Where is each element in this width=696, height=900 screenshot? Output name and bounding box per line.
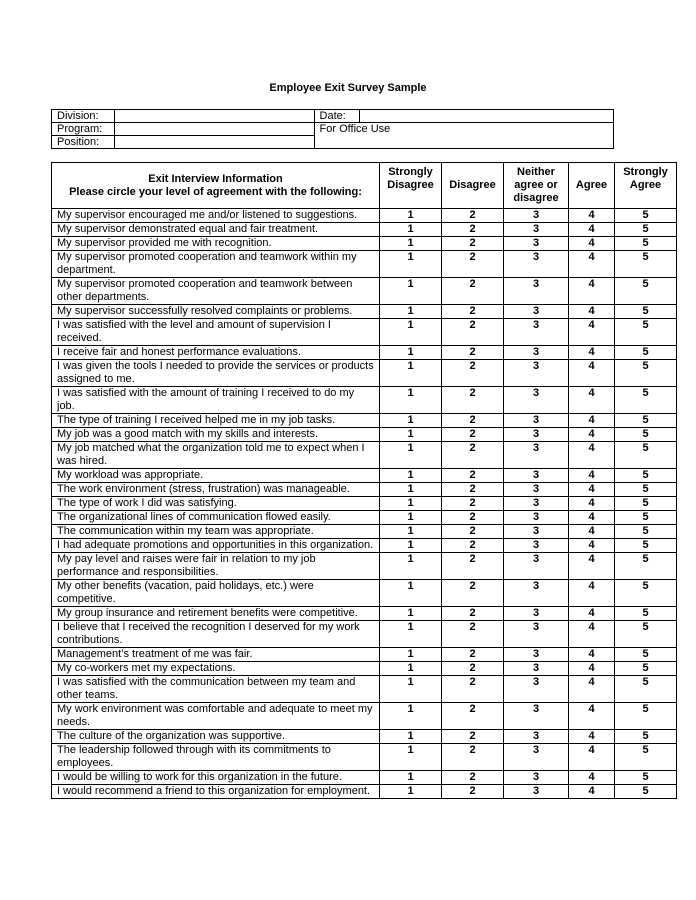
- rating-option-5[interactable]: 5: [615, 648, 677, 662]
- rating-option-1[interactable]: 1: [380, 539, 442, 553]
- question-text: My supervisor encouraged me and/or listened to suggestions.: [52, 209, 380, 223]
- table-row: [52, 525, 677, 539]
- col-strongly-agree: Strongly Agree: [615, 163, 677, 209]
- table-row: [52, 346, 677, 360]
- rating-option-3[interactable]: 3: [504, 785, 569, 799]
- rating-option-5[interactable]: 5: [615, 662, 677, 676]
- rating-option-1[interactable]: 1: [380, 744, 442, 771]
- rating-option-4[interactable]: 4: [569, 662, 615, 676]
- rating-option-4[interactable]: 4: [569, 469, 615, 483]
- rating-option-5[interactable]: 5: [615, 414, 677, 428]
- rating-option-5[interactable]: 5: [615, 730, 677, 744]
- question-text: My supervisor successfully resolved complaints or problems.: [52, 305, 380, 319]
- rating-option-5[interactable]: 5: [615, 223, 677, 237]
- rating-option-3[interactable]: 3: [504, 414, 569, 428]
- position-field[interactable]: [114, 136, 314, 149]
- question-text: The culture of the organization was supportive.: [52, 730, 380, 744]
- rating-option-2[interactable]: 2: [442, 580, 504, 607]
- rating-option-1[interactable]: 1: [380, 771, 442, 785]
- rating-option-4[interactable]: 4: [569, 676, 615, 703]
- rating-option-3[interactable]: 3: [504, 662, 569, 676]
- rating-option-5[interactable]: 5: [615, 387, 677, 414]
- question-text: My workload was appropriate.: [52, 469, 380, 483]
- question-text: I would recommend a friend to this organization for employment.: [52, 785, 380, 799]
- rating-option-4[interactable]: 4: [569, 305, 615, 319]
- rating-option-4[interactable]: 4: [569, 785, 615, 799]
- rating-option-2[interactable]: 2: [442, 648, 504, 662]
- question-text: My other benefits (vacation, paid holidays, etc.) were competitive.: [52, 580, 380, 607]
- table-row: [52, 414, 677, 428]
- table-row: [52, 360, 677, 387]
- table-row: [52, 648, 677, 662]
- rating-option-1[interactable]: 1: [380, 662, 442, 676]
- rating-option-4[interactable]: 4: [569, 497, 615, 511]
- rating-option-4[interactable]: 4: [569, 209, 615, 223]
- division-label: Division:: [52, 110, 115, 123]
- table-row: [52, 483, 677, 497]
- rating-option-2[interactable]: 2: [442, 414, 504, 428]
- table-row: [52, 428, 677, 442]
- rating-option-4[interactable]: 4: [569, 346, 615, 360]
- rating-option-1[interactable]: 1: [380, 580, 442, 607]
- rating-option-1[interactable]: 1: [380, 442, 442, 469]
- question-text: My job was a good match with my skills and interests.: [52, 428, 380, 442]
- rating-option-3[interactable]: 3: [504, 319, 569, 346]
- rating-option-5[interactable]: 5: [615, 553, 677, 580]
- rating-option-3[interactable]: 3: [504, 553, 569, 580]
- question-text: I was satisfied with the amount of training I received to do my job.: [52, 387, 380, 414]
- rating-option-2[interactable]: 2: [442, 730, 504, 744]
- rating-option-5[interactable]: 5: [615, 771, 677, 785]
- rating-option-4[interactable]: 4: [569, 539, 615, 553]
- rating-option-5[interactable]: 5: [615, 525, 677, 539]
- rating-option-2[interactable]: 2: [442, 785, 504, 799]
- rating-option-4[interactable]: 4: [569, 511, 615, 525]
- col-agree: Agree: [569, 163, 615, 209]
- rating-option-4[interactable]: 4: [569, 387, 615, 414]
- table-row: [52, 387, 677, 414]
- col-disagree: Disagree: [442, 163, 504, 209]
- rating-option-1[interactable]: 1: [380, 525, 442, 539]
- rating-option-3[interactable]: 3: [504, 771, 569, 785]
- rating-option-5[interactable]: 5: [615, 539, 677, 553]
- rating-option-1[interactable]: 1: [380, 360, 442, 387]
- rating-option-4[interactable]: 4: [569, 360, 615, 387]
- rating-option-1[interactable]: 1: [380, 209, 442, 223]
- question-text: My supervisor provided me with recognition.: [52, 237, 380, 251]
- rating-option-2[interactable]: 2: [442, 539, 504, 553]
- program-field[interactable]: [114, 123, 314, 136]
- rating-option-2[interactable]: 2: [442, 469, 504, 483]
- question-text: I was satisfied with the communication between my team and other teams.: [52, 676, 380, 703]
- page-title: Employee Exit Survey Sample: [269, 82, 427, 94]
- table-row: [52, 662, 677, 676]
- col-neither: Neither agree or disagree: [504, 163, 569, 209]
- question-text: My work environment was comfortable and adequate to meet my needs.: [52, 703, 380, 730]
- rating-option-1[interactable]: 1: [380, 730, 442, 744]
- question-text: The leadership followed through with its commitments to employees.: [52, 744, 380, 771]
- rating-option-2[interactable]: 2: [442, 703, 504, 730]
- rating-option-1[interactable]: 1: [380, 387, 442, 414]
- col-strongly-disagree: Strongly Disagree: [380, 163, 442, 209]
- question-text: I was satisfied with the level and amount of supervision I received.: [52, 319, 380, 346]
- rating-option-3[interactable]: 3: [504, 497, 569, 511]
- rating-option-4[interactable]: 4: [569, 621, 615, 648]
- rating-option-4[interactable]: 4: [569, 442, 615, 469]
- rating-option-2[interactable]: 2: [442, 662, 504, 676]
- rating-option-1[interactable]: 1: [380, 251, 442, 278]
- rating-option-3[interactable]: 3: [504, 469, 569, 483]
- table-row: [52, 223, 677, 237]
- question-text: The type of work I did was satisfying.: [52, 497, 380, 511]
- rating-option-4[interactable]: 4: [569, 648, 615, 662]
- rating-option-5[interactable]: 5: [615, 278, 677, 305]
- rating-option-2[interactable]: 2: [442, 483, 504, 497]
- question-text: I believe that I received the recognition I deserved for my work contributions.: [52, 621, 380, 648]
- rating-option-1[interactable]: 1: [380, 703, 442, 730]
- rating-option-4[interactable]: 4: [569, 483, 615, 497]
- date-label: Date:: [314, 110, 359, 123]
- table-row: [52, 497, 677, 511]
- question-text: My pay level and raises were fair in relation to my job performance and responsibilities.: [52, 553, 380, 580]
- rating-option-5[interactable]: 5: [615, 469, 677, 483]
- rating-option-1[interactable]: 1: [380, 223, 442, 237]
- rating-option-2[interactable]: 2: [442, 387, 504, 414]
- program-label: Program:: [52, 123, 115, 136]
- table-row: [52, 469, 677, 483]
- rating-option-4[interactable]: 4: [569, 607, 615, 621]
- rating-option-5[interactable]: 5: [615, 360, 677, 387]
- rating-option-4[interactable]: 4: [569, 580, 615, 607]
- rating-option-2[interactable]: 2: [442, 278, 504, 305]
- table-row: [52, 553, 677, 580]
- rating-option-5[interactable]: 5: [615, 511, 677, 525]
- division-field[interactable]: [114, 110, 314, 123]
- question-text: I had adequate promotions and opportunities in this organization.: [52, 539, 380, 553]
- table-row: [52, 442, 677, 469]
- rating-option-5[interactable]: 5: [615, 785, 677, 799]
- table-row: [52, 278, 677, 305]
- question-text: The type of training I received helped me in my job tasks.: [52, 414, 380, 428]
- rating-option-3[interactable]: 3: [504, 442, 569, 469]
- table-row: [52, 580, 677, 607]
- rating-option-2[interactable]: 2: [442, 621, 504, 648]
- rating-option-3[interactable]: 3: [504, 305, 569, 319]
- table-row: [52, 251, 677, 278]
- rating-option-2[interactable]: 2: [442, 209, 504, 223]
- rating-option-3[interactable]: 3: [504, 621, 569, 648]
- rating-option-3[interactable]: 3: [504, 428, 569, 442]
- rating-option-3[interactable]: 3: [504, 387, 569, 414]
- rating-option-2[interactable]: 2: [442, 511, 504, 525]
- table-row: [52, 703, 677, 730]
- rating-option-2[interactable]: 2: [442, 251, 504, 278]
- rating-option-1[interactable]: 1: [380, 237, 442, 251]
- rating-option-1[interactable]: 1: [380, 305, 442, 319]
- rating-option-3[interactable]: 3: [504, 676, 569, 703]
- rating-option-1[interactable]: 1: [380, 497, 442, 511]
- rating-option-4[interactable]: 4: [569, 414, 615, 428]
- table-row: [52, 511, 677, 525]
- rating-option-2[interactable]: 2: [442, 237, 504, 251]
- rating-option-1[interactable]: 1: [380, 621, 442, 648]
- rating-option-2[interactable]: 2: [442, 319, 504, 346]
- info-header-line2: Please circle your level of agreement with the following:: [69, 185, 362, 198]
- rating-option-5[interactable]: 5: [615, 744, 677, 771]
- rating-option-4[interactable]: 4: [569, 771, 615, 785]
- rating-option-1[interactable]: 1: [380, 346, 442, 360]
- rating-option-1[interactable]: 1: [380, 428, 442, 442]
- rating-option-3[interactable]: 3: [504, 278, 569, 305]
- rating-option-3[interactable]: 3: [504, 730, 569, 744]
- rating-option-3[interactable]: 3: [504, 251, 569, 278]
- rating-option-3[interactable]: 3: [504, 744, 569, 771]
- rating-option-5[interactable]: 5: [615, 319, 677, 346]
- question-text: My supervisor demonstrated equal and fair treatment.: [52, 223, 380, 237]
- table-row: [52, 209, 677, 223]
- table-row: [52, 607, 677, 621]
- question-text: I would be willing to work for this organization in the future.: [52, 771, 380, 785]
- rating-option-2[interactable]: 2: [442, 305, 504, 319]
- rating-option-2[interactable]: 2: [442, 676, 504, 703]
- rating-option-5[interactable]: 5: [615, 580, 677, 607]
- table-row: [52, 305, 677, 319]
- rating-option-5[interactable]: 5: [615, 305, 677, 319]
- table-row: [52, 237, 677, 251]
- rating-option-4[interactable]: 4: [569, 223, 615, 237]
- rating-option-3[interactable]: 3: [504, 237, 569, 251]
- question-text: My co-workers met my expectations.: [52, 662, 380, 676]
- rating-option-4[interactable]: 4: [569, 525, 615, 539]
- rating-option-3[interactable]: 3: [504, 209, 569, 223]
- rating-option-3[interactable]: 3: [504, 511, 569, 525]
- rating-option-2[interactable]: 2: [442, 346, 504, 360]
- rating-option-1[interactable]: 1: [380, 414, 442, 428]
- table-row: [52, 771, 677, 785]
- rating-option-1[interactable]: 1: [380, 483, 442, 497]
- question-text: My supervisor promoted cooperation and teamwork within my department.: [52, 251, 380, 278]
- rating-option-3[interactable]: 3: [504, 703, 569, 730]
- rating-option-5[interactable]: 5: [615, 237, 677, 251]
- rating-option-2[interactable]: 2: [442, 553, 504, 580]
- rating-option-1[interactable]: 1: [380, 676, 442, 703]
- rating-option-5[interactable]: 5: [615, 483, 677, 497]
- question-text: The work environment (stress, frustration) was manageable.: [52, 483, 380, 497]
- rating-option-5[interactable]: 5: [615, 497, 677, 511]
- rating-option-1[interactable]: 1: [380, 319, 442, 346]
- rating-option-5[interactable]: 5: [615, 442, 677, 469]
- info-header: [52, 163, 380, 209]
- office-use-label: For Office Use: [314, 123, 613, 149]
- rating-option-1[interactable]: 1: [380, 553, 442, 580]
- table-row: [52, 319, 677, 346]
- rating-option-5[interactable]: 5: [615, 251, 677, 278]
- rating-option-3[interactable]: 3: [504, 360, 569, 387]
- rating-option-2[interactable]: 2: [442, 360, 504, 387]
- rating-option-1[interactable]: 1: [380, 278, 442, 305]
- rating-option-4[interactable]: 4: [569, 428, 615, 442]
- rating-option-5[interactable]: 5: [615, 676, 677, 703]
- table-row: [52, 676, 677, 703]
- question-text: The organizational lines of communication flowed easily.: [52, 511, 380, 525]
- date-field[interactable]: [359, 110, 613, 123]
- question-text: The communication within my team was appropriate.: [52, 525, 380, 539]
- rating-option-3[interactable]: 3: [504, 483, 569, 497]
- rating-option-3[interactable]: 3: [504, 346, 569, 360]
- position-label: Position:: [52, 136, 115, 149]
- rating-option-4[interactable]: 4: [569, 703, 615, 730]
- question-text: My group insurance and retirement benefits were competitive.: [52, 607, 380, 621]
- survey-table: [51, 162, 677, 799]
- rating-option-1[interactable]: 1: [380, 785, 442, 799]
- rating-option-2[interactable]: 2: [442, 223, 504, 237]
- rating-option-4[interactable]: 4: [569, 237, 615, 251]
- rating-option-1[interactable]: 1: [380, 607, 442, 621]
- rating-option-5[interactable]: 5: [615, 621, 677, 648]
- rating-option-1[interactable]: 1: [380, 648, 442, 662]
- rating-option-5[interactable]: 5: [615, 428, 677, 442]
- rating-option-5[interactable]: 5: [615, 607, 677, 621]
- table-row: [52, 539, 677, 553]
- rating-option-4[interactable]: 4: [569, 278, 615, 305]
- rating-option-3[interactable]: 3: [504, 539, 569, 553]
- rating-option-2[interactable]: 2: [442, 497, 504, 511]
- rating-option-2[interactable]: 2: [442, 442, 504, 469]
- table-row: [52, 785, 677, 799]
- rating-option-3[interactable]: 3: [504, 580, 569, 607]
- rating-option-4[interactable]: 4: [569, 730, 615, 744]
- rating-option-5[interactable]: 5: [615, 703, 677, 730]
- rating-option-3[interactable]: 3: [504, 223, 569, 237]
- question-text: I receive fair and honest performance evaluations.: [52, 346, 380, 360]
- rating-option-4[interactable]: 4: [569, 319, 615, 346]
- rating-option-1[interactable]: 1: [380, 511, 442, 525]
- rating-option-2[interactable]: 2: [442, 428, 504, 442]
- rating-option-2[interactable]: 2: [442, 744, 504, 771]
- rating-option-3[interactable]: 3: [504, 607, 569, 621]
- question-text: I was given the tools I needed to provide the services or products assigned to me.: [52, 360, 380, 387]
- rating-option-5[interactable]: 5: [615, 209, 677, 223]
- question-text: Management’s treatment of me was fair.: [52, 648, 380, 662]
- table-row: [52, 730, 677, 744]
- table-row: [52, 621, 677, 648]
- header-form: [51, 109, 614, 149]
- rating-option-1[interactable]: 1: [380, 469, 442, 483]
- rating-option-4[interactable]: 4: [569, 744, 615, 771]
- question-text: My supervisor promoted cooperation and teamwork between other departments.: [52, 278, 380, 305]
- rating-option-4[interactable]: 4: [569, 553, 615, 580]
- rating-option-4[interactable]: 4: [569, 251, 615, 278]
- table-row: [52, 744, 677, 771]
- rating-option-2[interactable]: 2: [442, 525, 504, 539]
- rating-option-3[interactable]: 3: [504, 648, 569, 662]
- rating-option-5[interactable]: 5: [615, 346, 677, 360]
- rating-option-3[interactable]: 3: [504, 525, 569, 539]
- info-header-line1: Exit Interview Information: [148, 172, 283, 185]
- rating-option-2[interactable]: 2: [442, 771, 504, 785]
- question-text: My job matched what the organization told me to expect when I was hired.: [52, 442, 380, 469]
- rating-option-2[interactable]: 2: [442, 607, 504, 621]
